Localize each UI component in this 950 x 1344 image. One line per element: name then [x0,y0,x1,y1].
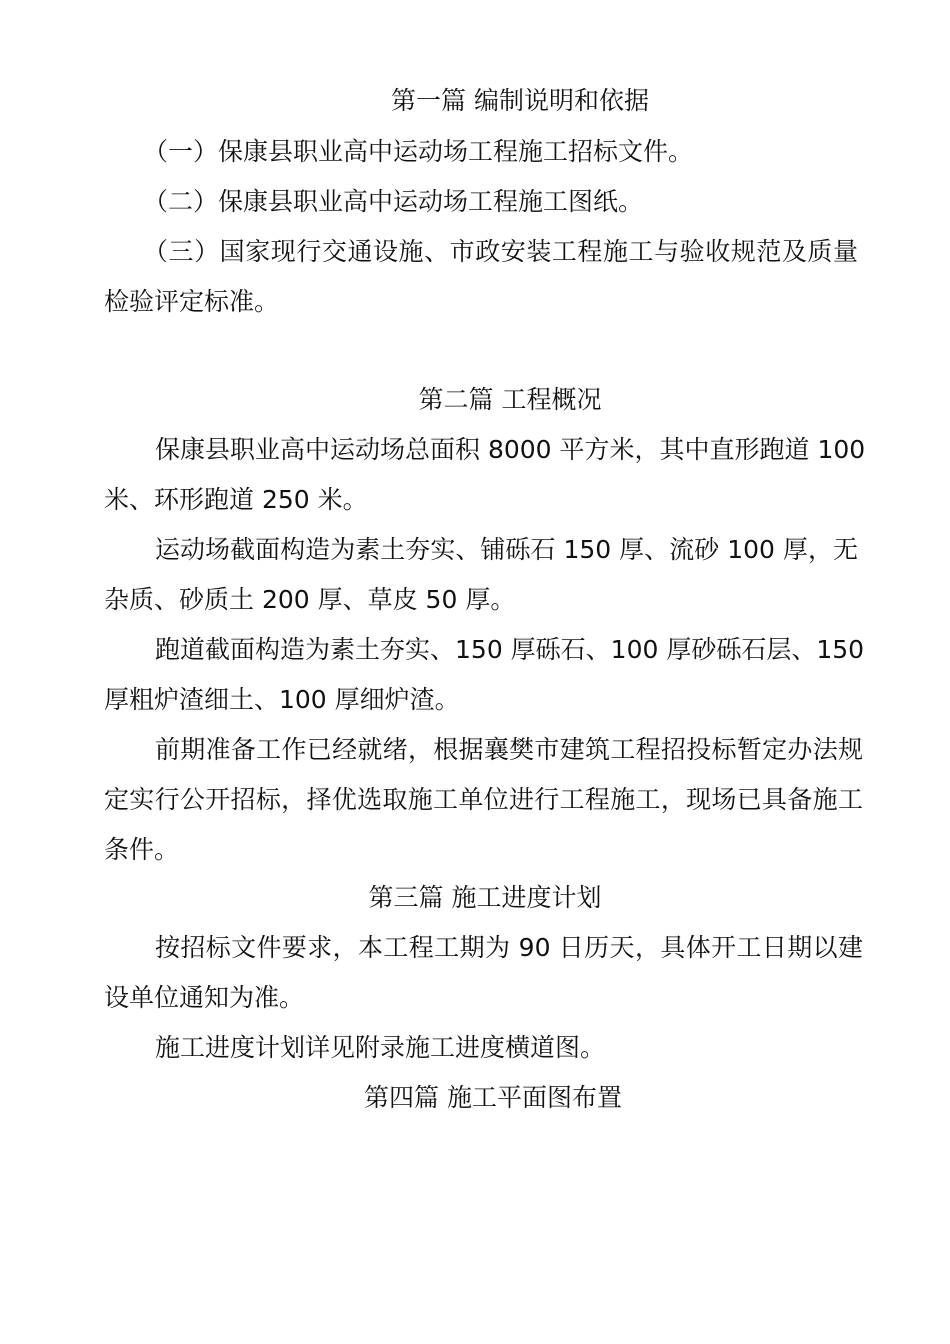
section2-p2-line2: 杂质、砂质土 200 厚、草皮 50 厚。 [104,585,516,614]
section2-p1-line1: 保康县职业高中运动场总面积 8000 平方米，其中直形跑道 100 [155,435,866,464]
section2-p3-line1: 跑道截面构造为素土夯实、150 厚砾石、100 厚砂砾石层、150 [155,635,865,664]
section2-p4-line2: 定实行公开招标，择优选取施工单位进行工程施工，现场已具备施工 [104,785,863,814]
section3-p1-line2: 设单位通知为准。 [104,983,305,1012]
section3-title: 第三篇 施工进度计划 [368,883,602,912]
section4-title: 第四篇 施工平面图布置 [364,1083,622,1112]
section1-item1: （一）保康县职业高中运动场工程施工招标文件。 [143,137,694,166]
section1-item2: （二）保康县职业高中运动场工程施工图纸。 [143,187,644,216]
section1-item3-line1: （三）国家现行交通设施、市政安装工程施工与验收规范及质量 [143,237,858,266]
section3-p2-line1: 施工进度计划详见附录施工进度横道图。 [155,1033,606,1062]
section2-p2-line1: 运动场截面构造为素土夯实、铺砾石 150 厚、流砂 100 厚，无 [155,535,858,564]
section2-p1-line2: 米、环形跑道 250 米。 [104,485,368,514]
section3-p1-line1: 按招标文件要求，本工程工期为 90 日历天，具体开工日期以建 [155,933,863,962]
section2-title: 第二篇 工程概况 [418,385,602,414]
section2-p4-line3: 条件。 [104,835,180,864]
section2-p4-line1: 前期准备工作已经就绪，根据襄樊市建筑工程招投标暂定办法规 [155,735,863,764]
section2-p3-line2: 厚粗炉渣细土、100 厚细炉渣。 [104,685,460,714]
section1-title: 第一篇 编制说明和依据 [391,86,649,115]
section1-item3-line2: 检验评定标准。 [104,287,280,316]
